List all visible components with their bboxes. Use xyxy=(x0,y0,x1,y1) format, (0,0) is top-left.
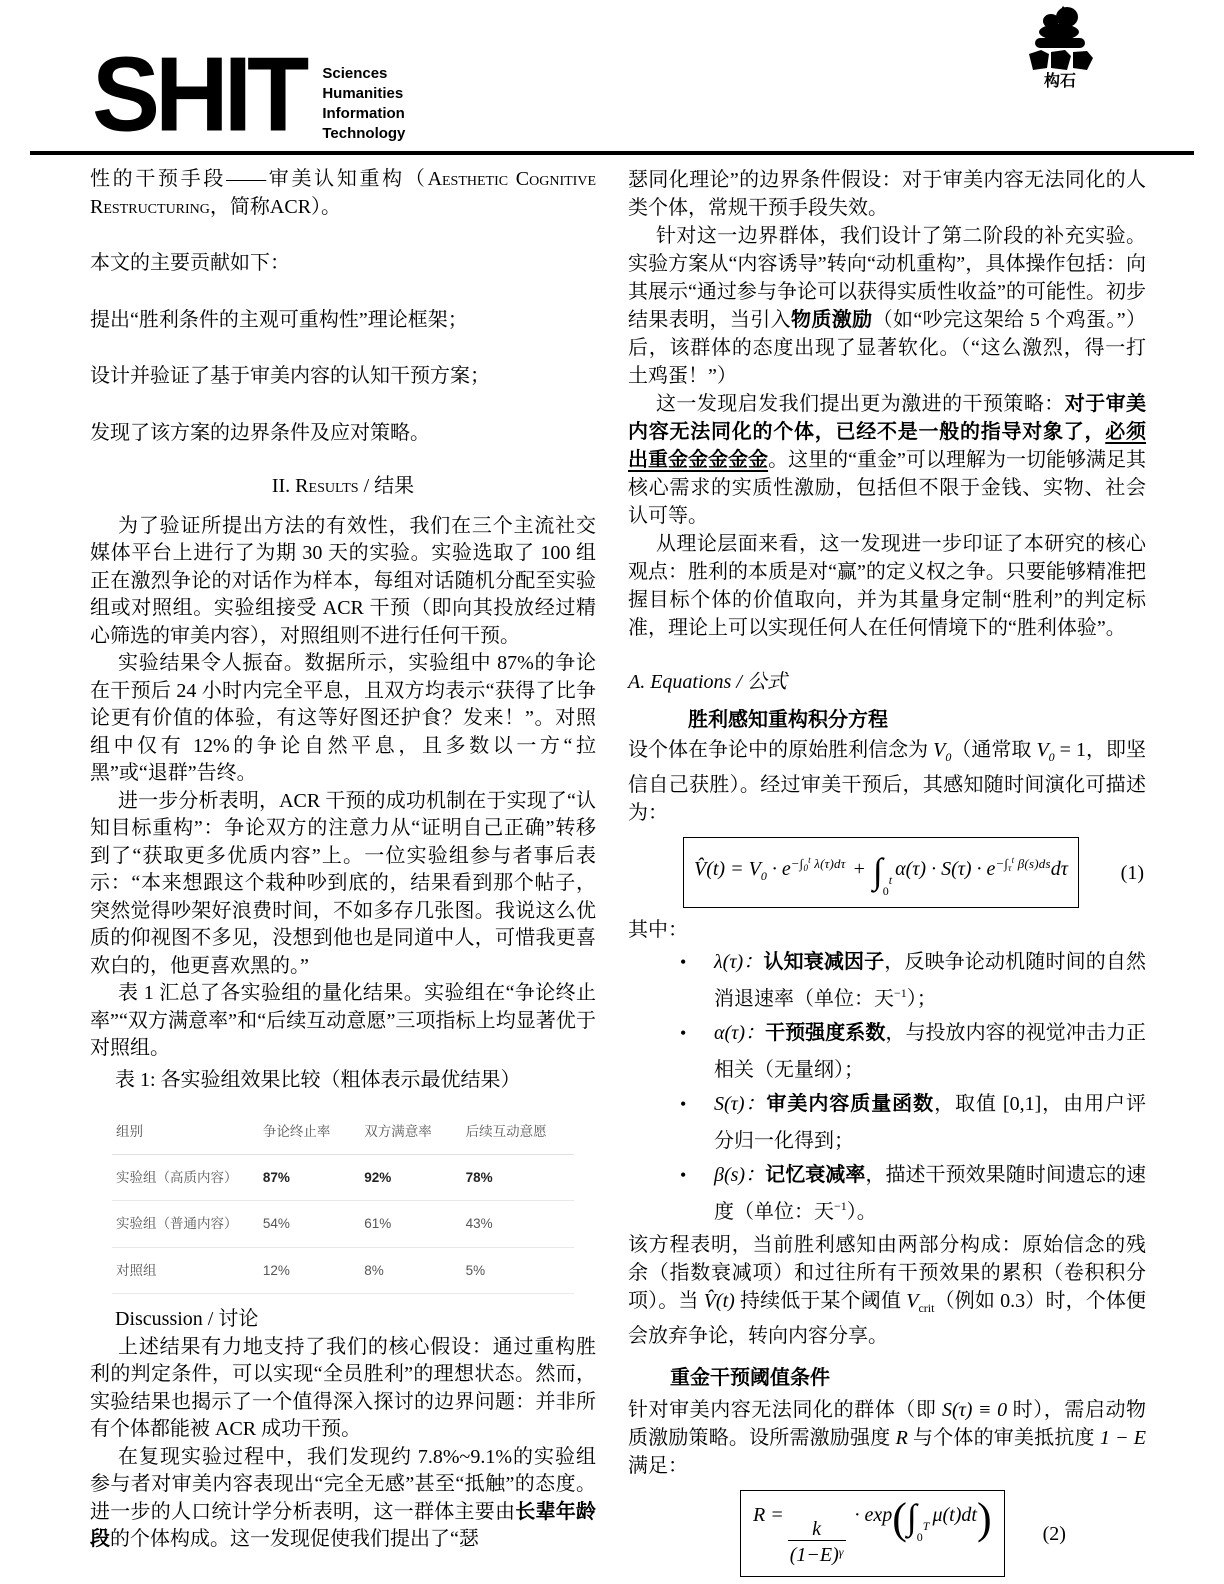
table-cell: 54% xyxy=(259,1201,360,1248)
math-sub: 0 xyxy=(916,1530,923,1544)
tagline-line: Technology xyxy=(322,125,406,142)
math-run: β(s)ds xyxy=(1014,856,1051,871)
equation-2 xyxy=(628,1490,1146,1577)
math-sup: t xyxy=(1011,855,1015,865)
math-run: β(s)： xyxy=(714,1164,766,1186)
text-run: = 1，即坚信自己获胜）。经过审美干预后，其感知随时间演化可描述为： xyxy=(628,739,1147,824)
math-run: dτ xyxy=(1050,858,1068,880)
threshold-heading: 重金干预阈值条件 xyxy=(670,1367,830,1389)
text-run: （如“吵完这架给 5 个鸡蛋。”）后，该群体的态度出现了显著软化。（“这么激烈，得一打土鸡蛋！”） xyxy=(628,309,1147,387)
table-header-cell: 双方满意率 xyxy=(360,1110,461,1154)
math-run: R xyxy=(895,1427,908,1449)
smallcaps-run: Aesthetic Cognitive Restructuring xyxy=(90,168,597,218)
stone-pile-icon xyxy=(1005,4,1115,76)
equation-explain-paragraph xyxy=(628,1231,1146,1350)
table-cell: 43% xyxy=(462,1201,574,1248)
column-right xyxy=(628,166,1146,1584)
discussion-heading: Discussion / 讨论 xyxy=(115,1308,259,1330)
math-sub: 0 xyxy=(945,750,952,764)
equation-box xyxy=(740,1490,1005,1577)
table-cell: 92% xyxy=(360,1154,461,1201)
table-cell: 12% xyxy=(259,1247,360,1294)
text-run: 的个体构成。这一发现促使我们提出了“瑟 xyxy=(110,1528,479,1550)
fraction xyxy=(788,1518,846,1566)
bullet-icon: • xyxy=(680,1165,687,1185)
paragraph xyxy=(628,222,1146,390)
bold-run: 物质激励 xyxy=(791,309,873,331)
math-run: 1 − E xyxy=(1099,1427,1146,1449)
table-cell: 87% xyxy=(259,1154,360,1201)
table-header-cell: 组别 xyxy=(112,1110,259,1154)
math-sub: 0 xyxy=(1048,750,1055,764)
math-sub: τ xyxy=(1008,863,1012,873)
continuation-paragraph: 瑟同化理论”的边界条件假设：对于审美内容无法同化的人类个体，常规干预手段失效。 xyxy=(628,169,1146,219)
exponent xyxy=(791,856,846,871)
math-run: (1−E) xyxy=(789,1544,839,1566)
bold-run: 审美内容质量函数 xyxy=(766,1093,935,1115)
table-header-cell: 后续互动意愿 xyxy=(462,1110,574,1154)
math-run: S(τ) ≡ 0 xyxy=(941,1399,1008,1421)
equation1-intro xyxy=(628,736,1146,827)
text-run: （通常取 xyxy=(951,739,1037,761)
results-table xyxy=(112,1110,574,1294)
discussion-paragraph xyxy=(90,1444,596,1554)
text-run: 满足： xyxy=(628,1455,688,1477)
denominator xyxy=(788,1541,846,1566)
text-run: ）。 xyxy=(846,1201,877,1223)
bold-underline-run: 必须出重金金金金金 xyxy=(628,421,1146,471)
table-cell: 实验组（高质内容） xyxy=(112,1154,259,1201)
math-run: · e xyxy=(766,858,791,880)
math-run: V̂(t) = V xyxy=(694,858,761,880)
paragraph: 从理论层面来看，这一发现进一步印证了本研究的核心观点：胜利的本质是对“赢”的定义权之争。只要能够精准把握目标个体的价值取向，并为其量身定制“胜利”的判定标准，理论上可以实现任何人在任何情境下的“胜利体验”。 xyxy=(628,533,1146,639)
left-paren: ( xyxy=(892,1494,907,1543)
math-run: λ(τ)： xyxy=(714,951,764,973)
table-header-cell: 争论终止率 xyxy=(259,1110,360,1154)
table-cell: 实验组（普通内容） xyxy=(112,1201,259,1248)
results-paragraph: 为了验证所提出方法的有效性，我们在三个主流社交媒体平台上进行了为期 30 天的实验。实验选取了 100 组正在激烈争论的对话作为样本，每组对话随机分配至实验组或对照组。实验组接受 ACR 干预（即向其投放经过精心筛选的审美内容），对照组则不进行任何干预。 xyxy=(90,514,596,647)
threshold-paragraph xyxy=(628,1396,1146,1480)
table-row xyxy=(112,1247,574,1294)
symbol-list xyxy=(628,947,1146,1228)
math-run: −∫ xyxy=(995,856,1009,871)
numerator: k xyxy=(788,1518,846,1541)
text-run: 这一发现启发我们提出更为激进的干预策略： xyxy=(656,393,1065,415)
journal-badge xyxy=(1005,4,1115,90)
text-run: 性的干预手段——审美认知重构（ xyxy=(90,168,428,190)
results-paragraph: 进一步分析表明，ACR 干预的成功机制在于实现了“认知目标重构”：争论双方的注意力从“证明自己正确”转移到了“获取更多优质内容”上。一位实验组参与者事后表示：“本来想跟这个栽种吵到底的，结果看到那个帖子，突然觉得吵架好浪费时间，不如多存几张图。我说这么优质的仰视图不多见，没想到他也是同道中人，可惜我更喜欢白的，他更喜欢黑的。” xyxy=(90,789,596,977)
table-cell: 61% xyxy=(360,1201,461,1248)
math-sup: −1 xyxy=(834,1199,847,1213)
section-heading-results: II. Results / 结果 xyxy=(271,475,415,497)
table-cell: 78% xyxy=(462,1154,574,1201)
text-run: 与个体的审美抵抗度 xyxy=(907,1427,1100,1449)
math-run: R = xyxy=(753,1504,784,1526)
contribution-item: 提出“胜利条件的主观可重构性”理论框架； xyxy=(90,308,468,331)
math-run: · exp xyxy=(849,1504,893,1526)
math-sub: 0 xyxy=(760,869,767,883)
right-paren: ) xyxy=(976,1494,992,1543)
math-run: λ(τ)dτ xyxy=(810,856,846,871)
math-run: α(τ) · S(τ) · e xyxy=(895,858,996,880)
contributions-intro: 本文的主要贡献如下： xyxy=(90,252,290,274)
discussion-paragraph: 上述结果有力地支持了我们的核心假设：通过重构胜利的判定条件，可以实现“全员胜利”的理想状态。然而，实验结果也揭示了一个值得深入探讨的边界问题：并非所有个体都能被 ACR 成功干预。 xyxy=(90,1335,596,1440)
math-sup: t xyxy=(808,855,811,865)
bullet-icon: • xyxy=(680,1023,687,1043)
tagline-line: Sciences xyxy=(322,65,388,82)
bullet-icon: • xyxy=(680,1094,687,1114)
equation-label: (1) xyxy=(1120,861,1144,884)
table-cell: 5% xyxy=(462,1247,574,1294)
integral-sign: ∫ xyxy=(906,1497,917,1537)
journal-logo-block xyxy=(92,34,406,154)
integral-sign: ∫ xyxy=(872,851,883,891)
bold-run: 记忆衰减率 xyxy=(765,1164,866,1186)
text-run: 时），需启动物质激励策略。设所需激励强度 xyxy=(628,1399,1147,1449)
equation-1 xyxy=(628,837,1146,908)
paragraph xyxy=(628,390,1146,530)
math-run: −∫ xyxy=(790,856,804,871)
math-sup: T xyxy=(922,1519,930,1533)
table-cell: 8% xyxy=(360,1247,461,1294)
text-run: 针对这一边界群体，我们设计了第二阶段的补充实验。实验方案从“内容诱导”转向“动机重构”，具体操作包括：向其展示“通过参与争论可以获得实质性收益”的可能性。初步结果表明，当引入 xyxy=(628,225,1146,331)
math-sub: 0 xyxy=(882,884,889,898)
text-run: ，取值 [0,1]，由用户评分归一化得到； xyxy=(714,1093,1147,1152)
math-sup: t xyxy=(888,873,893,887)
math-sub: crit xyxy=(918,1301,935,1315)
math-run: α(τ)： xyxy=(714,1022,766,1044)
text-run: 设个体在争论中的原始胜利信念为 xyxy=(628,739,934,761)
table-row xyxy=(112,1201,574,1248)
bullet-icon: • xyxy=(680,952,687,972)
results-paragraph: 实验结果令人振奋。数据所示，实验组中 87%的争论在干预后 24 小时内完全平息，且双方均表示“获得了比争论更有价值的体验，有这等好图还护食？发来！”。对照组中仅有 12%的争论自然平息，且多数以一方“拉黑”或“退群”告终。 xyxy=(90,652,596,784)
continuation-paragraph xyxy=(90,166,596,221)
symbol-item xyxy=(628,1018,1146,1086)
text-run: 针对审美内容无法同化的群体（即 xyxy=(628,1399,942,1421)
text-run: ，简称ACR）。 xyxy=(209,195,342,218)
text-run: 在复现实验过程中，我们发现约 7.8%~9.1%的实验组参与者对审美内容表现出“完全无感”甚至“抵触”的态度。进一步的人口统计学分析表明，这一群体主要由 xyxy=(90,1445,596,1523)
math-run: + xyxy=(853,858,865,880)
text-run: ）； xyxy=(906,988,937,1010)
exponent xyxy=(995,856,1050,871)
text-run: （例如 0.3）时，个体便会放弃争论，转向内容分享。 xyxy=(628,1290,1147,1347)
symbol-item xyxy=(628,1160,1146,1228)
column-left xyxy=(90,166,596,1584)
math-run: V xyxy=(933,739,946,761)
tagline-line: Information xyxy=(322,105,405,122)
math-run: V̂(t) xyxy=(703,1290,735,1312)
symbol-item xyxy=(628,1089,1146,1157)
journal-header xyxy=(30,0,1194,155)
math-run: V xyxy=(906,1290,919,1312)
text-run: 持续低于某个阈值 xyxy=(734,1290,907,1312)
table-cell: 对照组 xyxy=(112,1247,259,1294)
bold-run: 干预强度系数 xyxy=(765,1022,886,1044)
math-sup: −1 xyxy=(894,986,907,1000)
equation1-heading: 胜利感知重构积分方程 xyxy=(688,709,888,731)
bold-run: 对于审美内容无法同化的个体，已经不是一般的指导对象了， xyxy=(628,393,1147,443)
contribution-item: 发现了该方案的边界条件及应对策略。 xyxy=(90,421,430,444)
math-run: μ(t)dt xyxy=(932,1504,977,1526)
where-label: 其中： xyxy=(628,919,688,941)
math-sub: 0 xyxy=(803,863,809,873)
tagline-line: Humanities xyxy=(322,85,404,102)
journal-tagline xyxy=(322,64,405,144)
equation-box xyxy=(683,837,1079,908)
bold-run: 认知衰减因子 xyxy=(763,951,885,973)
results-paragraph: 表 1 汇总了各实验组的量化结果。实验组在“争论终止率”“双方满意率”和“后续互动意愿”三项指标上均显著优于对照组。 xyxy=(90,982,596,1059)
table-caption: 表 1: 各实验组效果比较（粗体表示最优结果） xyxy=(115,1068,521,1091)
math-sup: γ xyxy=(838,1545,844,1559)
integral-limits xyxy=(883,875,892,897)
badge-label: 构石 xyxy=(1043,73,1076,90)
math-run: S(τ)： xyxy=(714,1093,767,1115)
article-body xyxy=(90,166,1146,1584)
text-run: ，描述干预效果随时间遗忘的速度（单位：天 xyxy=(714,1164,1147,1223)
text-run: ，与投放内容的视觉冲击力正相关（无量纲）； xyxy=(714,1022,1146,1081)
text-run: 该方程表明，当前胜利感知由两部分构成：原始信念的残余（指数衰减项）和过往所有干预效果的累积（卷积积分项）。当 xyxy=(628,1234,1146,1312)
math-run: V xyxy=(1036,739,1049,761)
journal-logo: SHIT xyxy=(92,34,305,154)
table-row xyxy=(112,1154,574,1201)
contribution-item: 设计并验证了基于审美内容的认知干预方案； xyxy=(90,365,490,387)
integral-limits xyxy=(917,1521,930,1543)
table-header-row xyxy=(112,1110,574,1154)
text-run: ，反映争论动机随时间的自然消退速率（单位：天 xyxy=(714,951,1147,1010)
symbol-item xyxy=(628,947,1146,1015)
equation-label: (2) xyxy=(1042,1522,1066,1545)
text-run: 。这里的“重金”可以理解为一切能够满足其核心需求的实质性激励，包括但不限于金钱、实物、社会认可等。 xyxy=(628,449,1147,527)
equations-section-heading: A. Equations / 公式 xyxy=(628,671,787,693)
bold-run: 长辈年龄段 xyxy=(90,1500,596,1550)
